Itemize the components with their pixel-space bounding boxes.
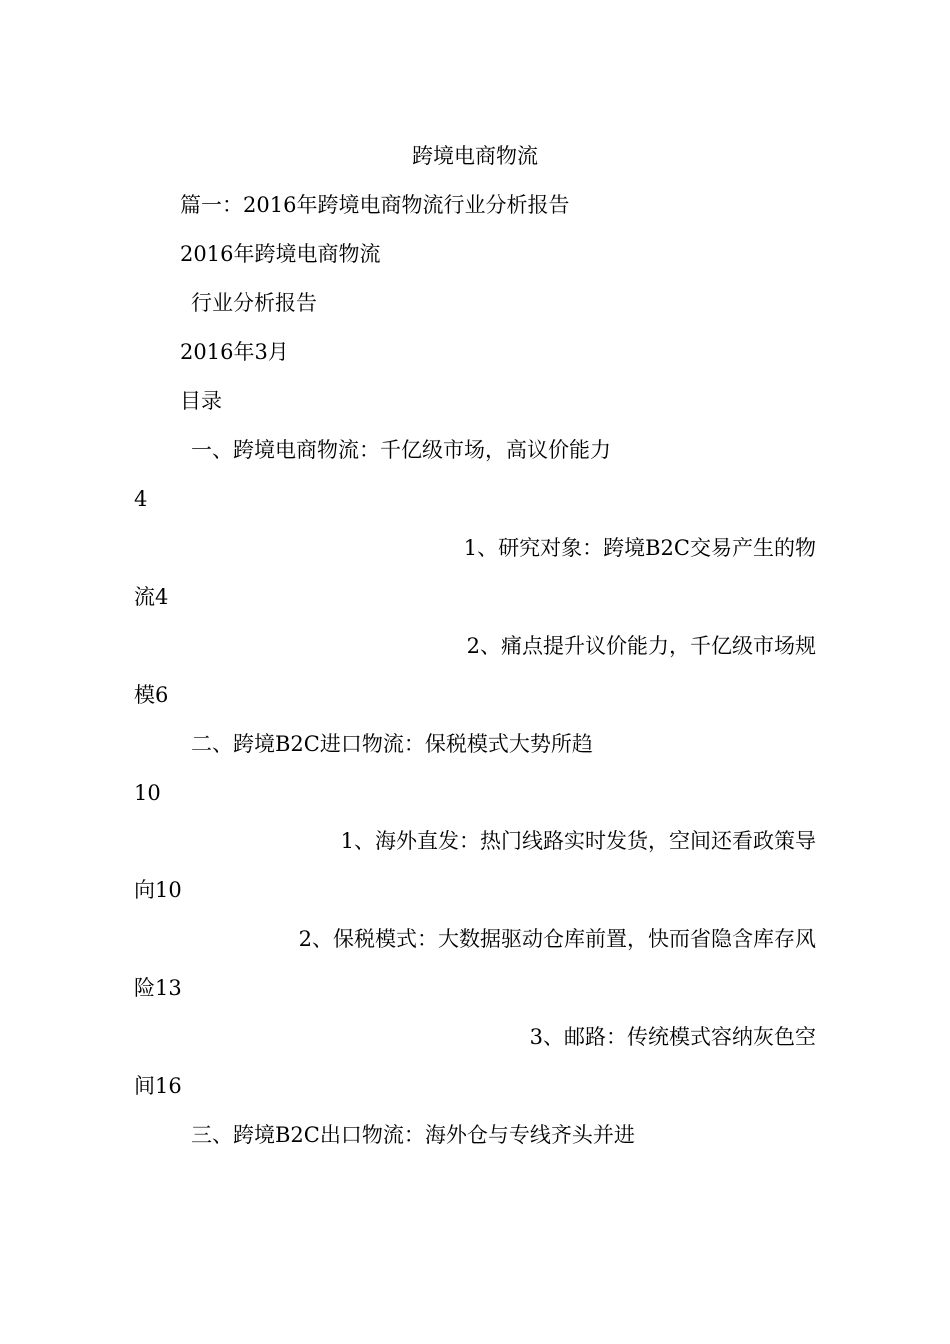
toc-entry-continuation: 向10 — [134, 878, 182, 902]
toc-entry-section-1: 一、跨境电商物流：千亿级市场，高议价能力 — [191, 438, 611, 462]
document-title: 跨境电商物流 — [412, 144, 538, 168]
toc-entry-section-2-3: 3、邮路：传统模式容纳灰色空 — [529, 1025, 816, 1049]
toc-heading: 目录 — [180, 389, 222, 413]
toc-entry-section-1-1: 1、研究对象：跨境B2C交易产生的物 — [463, 536, 816, 560]
report-date: 2016年3月 — [180, 340, 289, 364]
toc-entry-section-1-2: 2、痛点提升议价能力，千亿级市场规 — [466, 634, 816, 658]
toc-entry-section-2-2: 2、保税模式：大数据驱动仓库前置，快而省隐含库存风 — [298, 927, 816, 951]
toc-page-number: 10 — [134, 781, 161, 805]
toc-entry-section-3: 三、跨境B2C出口物流：海外仓与专线齐头并进 — [191, 1123, 635, 1147]
report-title-line1: 2016年跨境电商物流 — [180, 242, 381, 266]
toc-entry-section-2: 二、跨境B2C进口物流：保税模式大势所趋 — [191, 732, 593, 756]
toc-entry-section-2-1: 1、海外直发：热门线路实时发货，空间还看政策导 — [340, 829, 816, 853]
toc-entry-continuation: 间16 — [134, 1074, 182, 1098]
chapter-heading: 篇一：2016年跨境电商物流行业分析报告 — [180, 193, 570, 217]
toc-page-number: 4 — [134, 487, 148, 511]
toc-entry-continuation: 模6 — [134, 683, 169, 707]
toc-entry-continuation: 流4 — [134, 585, 169, 609]
toc-entry-continuation: 险13 — [134, 976, 182, 1000]
report-title-line2: 行业分析报告 — [191, 291, 317, 315]
